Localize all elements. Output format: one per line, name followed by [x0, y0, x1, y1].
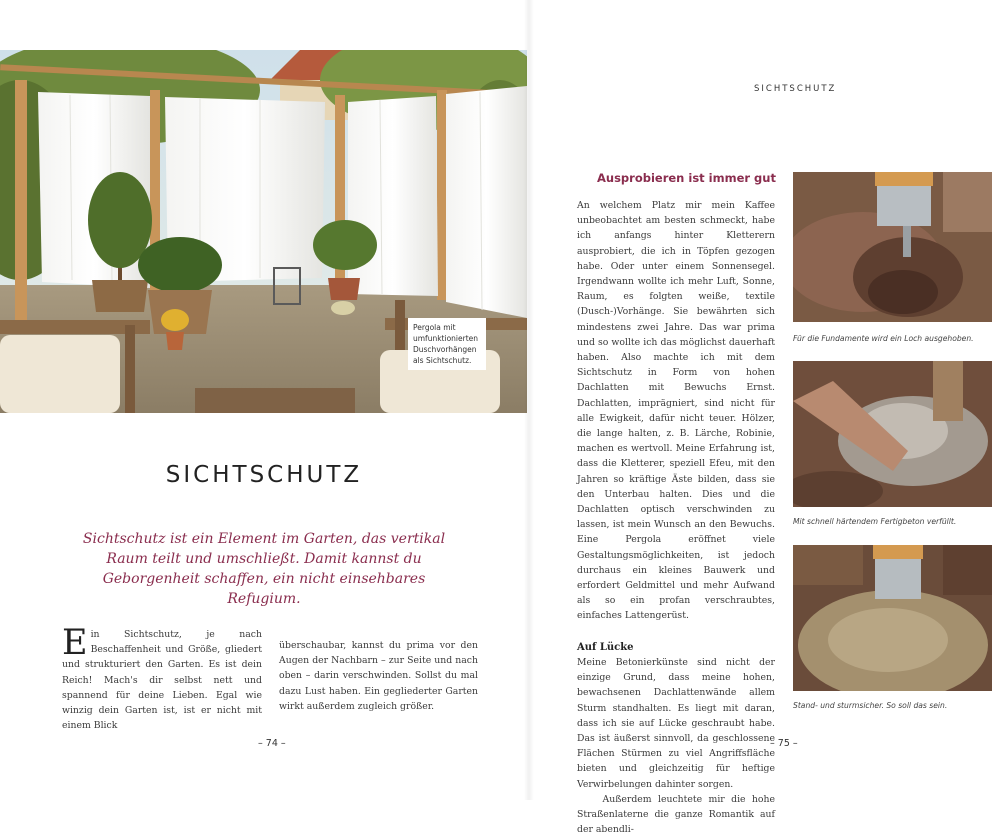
caption-1: Für die Fundamente wird ein Loch ausgehoben.: [793, 334, 974, 343]
intro-text: Sichtschutz ist ein Element im Garten, das vertikal Raum teilt und umschließt. Damit kannst du Geborgenheit schaffen, ein nicht einsehbares Refugium.: [82, 531, 446, 607]
book-spine: [524, 0, 534, 800]
caption-3: Stand- und sturmsicher. So soll das sein.: [793, 701, 948, 710]
drop-cap: E: [62, 623, 88, 663]
photo-post: [793, 545, 992, 691]
photo-concrete: [793, 361, 992, 507]
paragraph-1: An welchem Platz mir mein Kaffee unbeobachtet am besten schmeckt, habe ich anfangs hinter Kletterern ausprobiert, die ich in Töpfen gezogen habe. Oder unter einem Sonnensegel. Irgendwann wollte ich mehr Luft, Sonne, Raum, es folgten weiße, textile (Dusch-)Vorhänge. Sie bewährten sich mindestens zwei Jahre. Das war prima und so wollte ich das möglichst dauerhaft haben. Also machte ich mit dem Sichtschutz in Form von hohen Dachlatten mit Bewuchs Ernst. Dachlatten, imprägniert, sind nicht für alle Ewigkeit, dafür nicht teuer. Hölzer, die lange halten, z. B. Lärche, Robinie, machen es wertvoll. Meine Erfahrung ist, dass die Kletterer, speziell Efeu, mit den Jahren so kräftige Äste bilden, dass sie den Unterbau halten. Dies und die Dachlatten optisch verschwinden zu lassen, ist mein Wunsch an den Bewuchs. Eine Pergola eröffnet viele Gestaltungsmöglichkeiten, ist jedoch durchaus ein kleines Bauwerk und erfordert Geldmittel und mehr Aufwand als so ein profan verschraubtes, einfaches Lattengerüst.: [577, 200, 775, 622]
paragraph-3-text: Außerdem leuchtete mir die hohe Straßenlaterne die ganze Romantik auf der abendli-: [577, 793, 775, 836]
running-head: SICHTSCHUTZ: [754, 84, 837, 94]
body-column-3: [577, 198, 775, 837]
page-number-left: – 74 –: [258, 738, 286, 749]
paragraph-gap: [577, 624, 775, 638]
paragraph-2: Meine Betonierkünste sind nicht der einzige Grund, dass meine hohen, bewachsenen Dachlattenwände allem Sturm standhalten. Es liegt mit daran, dass ich sie auf Lücke geschraubt habe. Das ist äußerst sinnvoll, da geschlossene Flächen Stürmen zu viel Angriffsfläche bieten und gleichzeitig für heftige Verwirbelungen dahinter sorgen.: [577, 656, 775, 790]
caption-2: Mit schnell härtendem Fertigbeton verfüllt.: [793, 517, 957, 526]
body-column-1: [62, 623, 262, 733]
page-number-right: – 75 –: [770, 738, 798, 749]
body-column-2: überschaubar, kannst du prima vor den Augen der Nachbarn – zur Seite und nach oben – darin verschwinden. Sollst du mal dazu Lust haben. Ein gegliederter Garten wirkt außerdem zugleich größer.: [279, 640, 478, 712]
photo-hole: [793, 172, 992, 322]
section-heading: Ausprobieren ist immer gut: [597, 171, 776, 185]
photo-caption: Pergola mit umfunktionierten Duschvorhängen als Sichtschutz.: [408, 318, 486, 370]
body-column-1-text: in Sichtschutz, je nach Beschaffenheit und Größe, gliedert und strukturiert den Garten. Es ist dein Reich! Mach's dir selbst nett und spannend für deine Lieben. Egal wie winzig dein Garten ist, ist er nicht mit einem Blick: [62, 629, 262, 732]
subheading: Auf Lücke: [577, 641, 634, 653]
chapter-title: SICHTSCHUTZ: [165, 462, 363, 488]
